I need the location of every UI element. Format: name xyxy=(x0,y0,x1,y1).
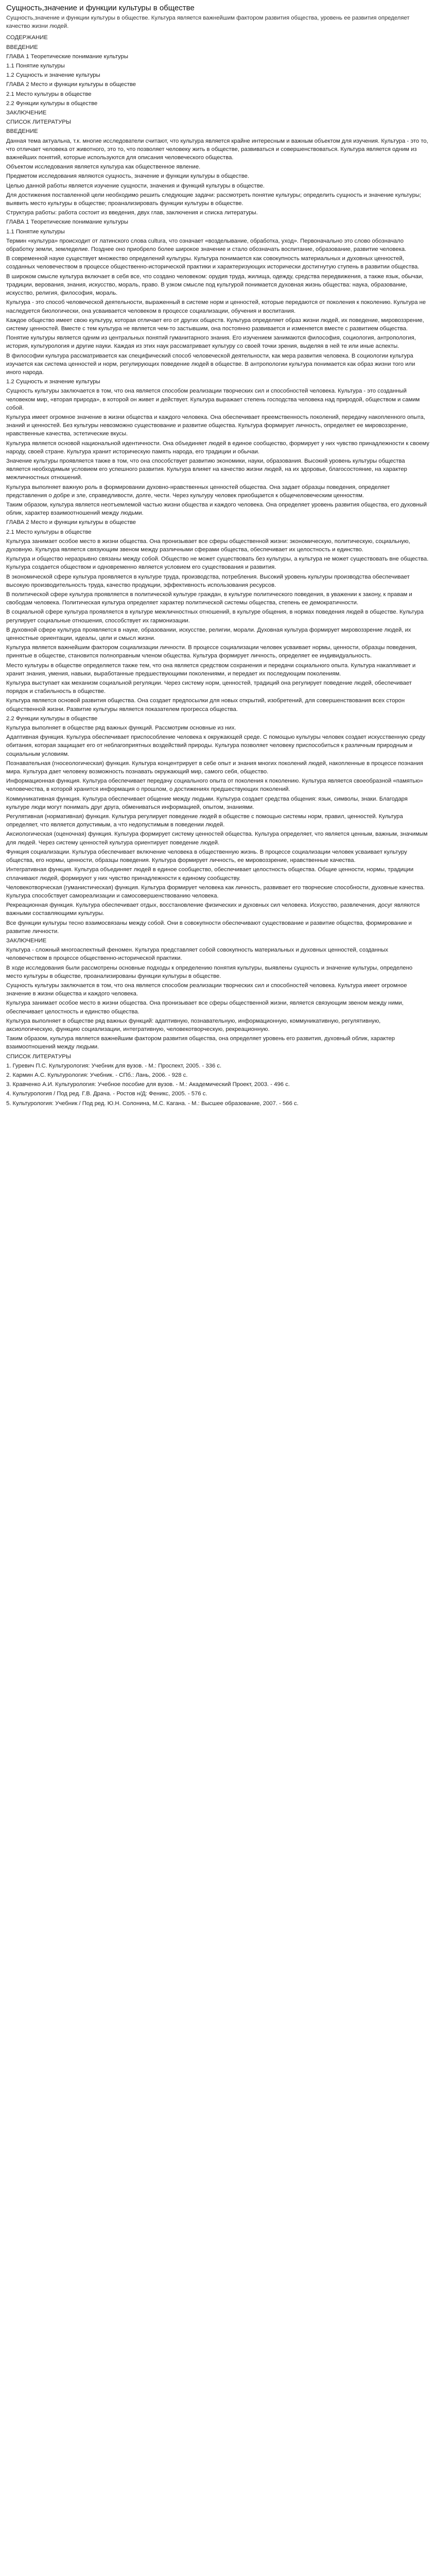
body-paragraph: Культура выступает как механизм социальной регуляции. Через систему норм, ценностей, традиций она регулирует поведение людей, обеспечивает порядок и стабильность в обществе. xyxy=(6,680,412,695)
body-paragraph: В современной науке существует множество определений культуры. Культура понимается как совокупность материальных и духовных ценностей, созданных человечеством в процессе общественно-исторической практики и характеризующих исторически достигнутую ступень в развитии общества. xyxy=(6,256,420,270)
body-paragraph: Таким образом, культура является важнейшим фактором развития общества, она определяет уровень его развития, духовный облик, характер взаимоотношений между людьми. xyxy=(6,1036,395,1050)
body-paragraph: Все функции культуры тесно взаимосвязаны между собой. Они в совокупности обеспечивают существование и развитие общества, формирование и развитие личности. xyxy=(6,920,412,935)
body-paragraph: 1.2 Сущность и значение культуры xyxy=(6,72,100,79)
body-paragraph: Рекреационная функция. Культура обеспечивает отдых, восстановление физических и духовных сил человека. Искусство, развлечения, досуг являются важными составляющими культуры. xyxy=(6,902,420,917)
body-paragraph: В философии культура рассматривается как специфический способ человеческой деятельности, как мера развития человека. В социологии культура изучается как система ценностей и норм, регулирующих поведение людей в обществе. В антропологии культура понимается как образ жизни того или иного народа. xyxy=(6,352,415,376)
body-paragraph: ГЛАВА 1 Теоретические понимание культуры xyxy=(6,53,128,60)
body-paragraph: СПИСОК ЛИТЕРАТУРЫ xyxy=(6,119,71,126)
body-paragraph: Культура и общество неразрывно связаны между собой. Общество не может существовать без культуры, а культура не может существовать вне общества. Культура создается обществом и одновременно является условием его существования и развития. xyxy=(6,556,429,571)
body-paragraph: Интегративная функция. Культура объединяет людей в единое сообщество, обеспечивает целостность общества. Общие ценности, нормы, традиции сплачивают людей, формируют у них чувство принадлежности к единому сообществу. xyxy=(6,867,414,882)
body-paragraph: ЗАКЛЮЧЕНИЕ xyxy=(6,937,47,944)
body-paragraph: ВВЕДЕНИЕ xyxy=(6,128,38,135)
body-paragraph: Регулятивная (нормативная) функция. Культура регулирует поведение людей в обществе с помощью системы норм, правил, ценностей. Культура определяет, что является допустимым, а что недопустимым в поведении людей. xyxy=(6,814,403,828)
body-paragraph: Объектом исследования является культура как общественное явление. xyxy=(6,164,201,171)
body-paragraph: 1.1 Понятие культуры xyxy=(6,228,65,235)
body-paragraph: 1.1 Понятие культуры xyxy=(6,63,65,70)
body-paragraph: Культура имеет огромное значение в жизни общества и каждого человека. Она обеспечивает преемственность поколений, передачу накопленного опыта, знаний и ценностей. Без культуры невозможно существование и развитие общества. Культура формирует личность, определяет ее мировоззрение, нравственные качества, эстетические вкусы. xyxy=(6,414,425,437)
body-paragraph: В духовной сфере культура проявляется в науке, образовании, искусстве, религии, морали. Духовная культура формирует мировоззрение людей, их ценностные ориентации, идеалы, цели и смысл жизни. xyxy=(6,626,411,642)
body-paragraph: ГЛАВА 1 Теоретические понимание культуры xyxy=(6,219,128,226)
body-paragraph: 4. Культурология / Под ред. Г.В. Драча. - Ростов н/Д: Феникс, 2005. - 576 с. xyxy=(6,1091,207,1097)
body-paragraph: Культура выполняет важную роль в формировании духовно-нравственных ценностей общества. Она задает образцы поведения, определяет представления о добре и зле, справедливости, долге, чести. Через культуру человек приобщается к общечеловеческим ценностям. xyxy=(6,484,390,499)
body-paragraph: Культура занимает особое место в жизни общества. Она пронизывает все сферы общественной жизни: экономическую, политическую, социальную, духовную. Культура является связующим звеном между различными сферами общества, обеспечивает их целостность и единство. xyxy=(6,538,410,553)
body-paragraph: Таким образом, культура является неотъемлемой частью жизни общества и каждого человека. Она определяет уровень развития общества, его духовный облик, характер взаимоотношений между людьми. xyxy=(6,501,427,517)
body-paragraph: Культура - это способ человеческой деятельности, выраженный в системе норм и ценностей, которые передаются от поколения к поколению. Культура не наследуется биологически, она усваивается человеком в процессе социализации, обучения и воспитания. xyxy=(6,299,426,314)
body-paragraph: ВВЕДЕНИЕ xyxy=(6,44,38,50)
page-title: Сущность,значение и функции культуры в обществе xyxy=(6,4,195,12)
body-paragraph: 2.1 Место культуры в обществе xyxy=(6,91,92,97)
body-paragraph: Понятие культуры является одним из центральных понятий гуманитарного знания. Его изучением занимаются философия, социология, антропология, история, культурология и другие науки. Каждая из этих наук рассматривает культуру со своей точки зрения, выделяя в ней те или иные аспекты. xyxy=(6,335,416,350)
body-paragraph: Значение культуры проявляется также в том, что она способствует развитию экономики, науки, образования. Высокий уровень культуры общества является необходимым условием его успешного развития. Культура влияет на качество жизни людей, на их здоровье, благосостояние, на характер межличностных отношений. xyxy=(6,457,407,481)
body-paragraph: СПИСОК ЛИТЕРАТУРЫ xyxy=(6,1053,71,1060)
body-paragraph: Каждое общество имеет свою культуру, которая отличает его от других обществ. Культура определяет образ жизни людей, их поведение, мировоззрение, систему ценностей. Вместе с тем культура не является чем-то застывшим, она постоянно развивается и изменяется вместе с развитием общества. xyxy=(6,317,424,332)
body-paragraph: Человекотворческая (гуманистическая) функция. Культура формирует человека как личность, развивает его творческие способности, духовные качества. Культура способствует самореализации и самосовершенствованию человека. xyxy=(6,884,425,899)
body-paragraph: Предметом исследования являются сущность, значение и функции культуры в обществе. xyxy=(6,173,250,180)
body-paragraph: Место культуры в обществе определяется также тем, что она является средством сохранения и передачи социального опыта. Культура накапливает и хранит знания, умения, навыки, выработанные предшествующими поколениями, и передает их последующим поколениям. xyxy=(6,662,416,677)
body-paragraph: В политической сфере культура проявляется в политической культуре граждан, в культуре политического поведения, в уважении к закону, к правам и свободам человека. Политическая культура определяет характер политической системы общества, степень ее демократичности. xyxy=(6,591,412,606)
body-paragraph: Информационная функция. Культура обеспечивает передачу социального опыта от поколения к поколению. Культура является своеобразной «памятью» человечества, в которой хранится информация о прошлом, о достижениях предшествующих поколений. xyxy=(6,778,423,793)
body-paragraph: Культура является важнейшим фактором социализации личности. В процессе социализации человек усваивает нормы, ценности, образцы поведения, принятые в обществе, становится полноправным членом общества. Культура формирует личность, определяет ее индивидуальность. xyxy=(6,645,417,659)
body-paragraph: Коммуникативная функция. Культура обеспечивает общение между людьми. Культура создает средства общения: язык, символы, знаки. Благодаря культуре люди могут понимать друг друга, обмениваться информацией, опытом, знаниями. xyxy=(6,795,408,810)
body-paragraph: В социальной сфере культура проявляется в культуре межличностных отношений, в культуре общения, в нормах поведения людей в обществе. Культура регулирует социальные отношения, способствует их гармонизации. xyxy=(6,609,424,624)
body-paragraph: СОДЕРЖАНИЕ xyxy=(6,35,48,41)
body-paragraph: Сущность культуры заключается в том, что она является способом реализации творческих сил и способностей человека. Культура имеет огромное значение в жизни общества и каждого человека. xyxy=(6,982,407,997)
body-paragraph: ЗАКЛЮЧЕНИЕ xyxy=(6,110,47,116)
body-paragraph: 1. Гуревич П.С. Культурология: Учебник для вузов. - М.: Проспект, 2005. - 336 с. xyxy=(6,1062,222,1069)
body-paragraph: 2. Кармин А.С. Культурология: Учебник. - СПб.: Лань, 2006. - 928 с. xyxy=(6,1072,188,1078)
body-paragraph: Функция социализации. Культура обеспечивает включение человека в общественную жизнь. В процессе социализации человек усваивает культуру общества, его нормы, ценности, образцы поведения. Культура формирует личность, ее мировоззрение, нравственные качества. xyxy=(6,849,407,864)
lead-paragraph: Сущность,значение и функции культуры в обществе. Культура является важнейшим фактором развития общества, уровень ее развития определяет качество жизни людей. xyxy=(6,15,410,30)
body-paragraph: Данная тема актуальна, т.к. многие исследователи считают, что культура является крайне интересным и важным объектом для изучения. Культура - это то, что отличает человека от животного, это то, что позволяет человеку жить в обществе, развиваться и совершенствоваться. Культура является одним из важнейших понятий, которые используются для описания человеческого общества. xyxy=(6,138,428,161)
body-paragraph: Аксиологическая (оценочная) функция. Культура формирует систему ценностей общества. Культура определяет, что является ценным, важным, значимым для людей. Через систему ценностей культура ориентирует поведение людей. xyxy=(6,831,428,846)
body-paragraph: Для достижения поставленной цели необходимо решить следующие задачи: рассмотреть понятие культуры; определить сущность и значение культуры; выявить место культуры в обществе; проанализировать функции культуры в обществе. xyxy=(6,192,422,207)
body-paragraph: 2.2 Функции культуры в обществе xyxy=(6,100,98,107)
document-body xyxy=(6,33,430,1107)
body-paragraph: 2.1 Место культуры в обществе xyxy=(6,529,92,535)
body-paragraph: Культура выполняет в обществе ряд важных функций: адаптивную, познавательную, информационную, коммуникативную, регулятивную, аксиологическую, функцию социализации, интегративную, человекотворческую, рекреационную. xyxy=(6,1018,381,1032)
body-paragraph: ГЛАВА 2 Место и функции культуры в обществе xyxy=(6,81,136,88)
body-paragraph: 2.2 Функции культуры в обществе xyxy=(6,715,98,722)
body-paragraph: В экономической сфере культура проявляется в культуре труда, производства, потребления. Высокий уровень культуры производства обеспечивает высокую производительность труда, качество продукции, эффективность использования ресурсов. xyxy=(6,573,410,588)
body-paragraph: Познавательная (гносеологическая) функция. Культура концентрирует в себе опыт и знания многих поколений людей, накопленные в процессе познания мира. Культура дает человеку возможность познавать окружающий мир, самого себя, общество. xyxy=(6,760,423,775)
body-paragraph: Сущность культуры заключается в том, что она является способом реализации творческих сил и способностей человека. Культура - это созданный человеком мир, «вторая природа», в которой он живет и действует. Культура выражает степень господства человека над природой, обществом и самим собой. xyxy=(6,388,420,411)
body-paragraph: Культура выполняет в обществе ряд важных функций. Рассмотрим основные из них. xyxy=(6,725,236,732)
body-paragraph: 1.2 Сущность и значение культуры xyxy=(6,379,100,385)
body-paragraph: Культура занимает особое место в жизни общества. Она пронизывает все сферы общественной жизни, является связующим звеном между ними, обеспечивает целостность и единство общества. xyxy=(6,1000,404,1015)
body-paragraph: В широком смысле культура включает в себя все, что создано человеком: орудия труда, жилища, одежду, средства передвижения, а также язык, обычаи, традиции, верования, знания, искусство, мораль, право. В узком смысле под культурой понимается духовная жизнь общества: наука, образование, искусство, религия, философия, мораль. xyxy=(6,273,424,297)
body-paragraph: Целью данной работы является изучение сущности, значения и функций культуры в обществе. xyxy=(6,182,265,189)
body-paragraph: Структура работы: работа состоит из введения, двух глав, заключения и списка литературы. xyxy=(6,210,258,216)
body-paragraph: Адаптивная функция. Культура обеспечивает приспособление человека к окружающей среде. С помощью культуры человек создает искусственную среду обитания, которая защищает его от неблагоприятных воздействий природы. Культура позволяет человеку приспособиться к различным природным и социальным условиям. xyxy=(6,734,426,757)
body-paragraph: В ходе исследования были рассмотрены основные подходы к определению понятия культуры, выявлены сущность и значение культуры, определено место культуры в обществе, проанализированы функции культуры в обществе. xyxy=(6,964,413,979)
body-paragraph: ГЛАВА 2 Место и функции культуры в обществе xyxy=(6,519,136,526)
body-paragraph: 3. Кравченко А.И. Культурология: Учебное пособие для вузов. - М.: Академический Проект, 2003. - 496 с. xyxy=(6,1081,290,1088)
body-paragraph: Культура является основой национальной идентичности. Она объединяет людей в единое сообщество, формирует у них чувство принадлежности к своему народу, своей стране. Культура хранит историческую память народа, его традиции и обычаи. xyxy=(6,440,430,455)
body-paragraph: Культура - сложный многоаспектный феномен. Культура представляет собой совокупность материальных и духовных ценностей, созданных человечеством в процессе общественно-исторической практики. xyxy=(6,947,389,962)
body-paragraph: Культура является основой развития общества. Она создает предпосылки для новых открытий, изобретений, для совершенствования всех сторон общественной жизни. Развитие культуры является показателем прогресса общества. xyxy=(6,698,405,713)
body-paragraph: 5. Культурология: Учебник / Под ред. Ю.Н. Солонина, М.С. Кагана. - М.: Высшее образование, 2007. - 566 с. xyxy=(6,1100,299,1107)
body-paragraph: Термин «культура» происходит от латинского слова cultura, что означает «возделывание, обработка, уход». Первоначально это слово обозначало обработку земли, земледелие. Позднее оно приобрело более широкое значение и стало обозначать воспитание, образование, развитие человека. xyxy=(6,238,407,253)
